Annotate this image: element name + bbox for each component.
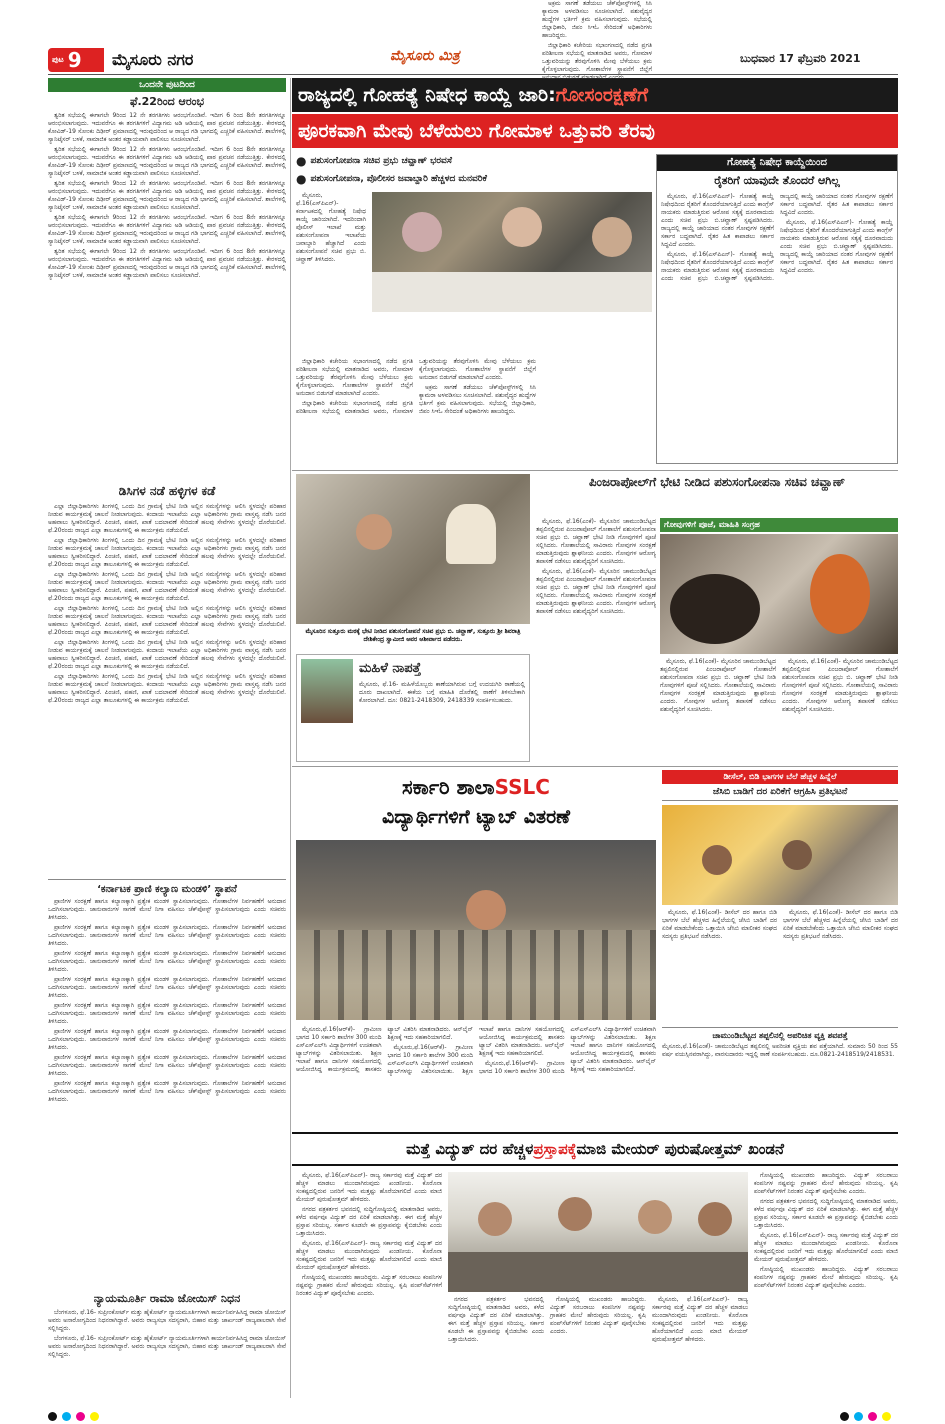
bottom-heading-part2: ಪ್ರಸ್ತಾಪಕ್ಕೆ — [533, 1140, 577, 1158]
sslc-headline-1 — [296, 770, 656, 804]
pinjrapole-text: ಮೈಸೂರು, ಫೆ.16(ಎಂಕೆ)- ಮೈಸೂರಿನ ಚಾಮುಂಡಿಬೆಟ್ಟದ ತಪ್ಪಲಿನಲ್ಲಿರುವ ಪಿಂಜರಾಪೋಲ್ ಗೋಶಾಲೆಗೆ ಪಶುಸಂಗೋಪನಾ ಸಚಿವ ಪ್ರಭು ಬಿ. ಚವ್ಹಾಣ್ ಭೇಟಿ ನೀಡಿ ಗೋವುಗಳಿಗೆ ಪೂಜೆ ಸಲ್ಲಿಸಿದರು. ಗೋಶಾಲೆಯಲ್ಲಿ ಸಾವಿರಾರು ಗೋವುಗಳ ಸಂರಕ್ಷಣೆ ಮಾಡುತ್ತಿರುವುದು ಶ್ಲಾಘನೀಯ ಎಂದರು. ಗೋವುಗಳ ಆರೋಗ್ಯ ತಪಾಸಣೆ ನಡೆಸಲು ಪಶುವೈದ್ಯರಿಗೆ ಸೂಚಿಸಿದರು. ಮೈಸೂರು, ಫೆ.16(ಎಂಕೆ)- ಮೈಸೂರಿನ ಚಾಮುಂಡಿಬೆಟ್ಟದ ತಪ್ಪಲಿನಲ್ಲಿರುವ ಪಿಂಜರಾಪೋಲ್ ಗೋಶಾಲೆಗೆ ಪಶುಸಂಗೋಪನಾ ಸಚಿವ ಪ್ರಭು ಬಿ. ಚವ್ಹಾಣ್ ಭೇಟಿ ನೀಡಿ ಗೋವುಗಳಿಗೆ ಪೂಜೆ ಸಲ್ಲಿಸಿದರು. ಗೋಶಾಲೆಯಲ್ಲಿ ಸಾವಿರಾರು ಗೋವುಗಳ ಸಂರಕ್ಷಣೆ ಮಾಡುತ್ತಿರುವುದು ಶ್ಲಾಘನೀಯ ಎಂದರು. ಗೋವುಗಳ ಆರೋಗ್ಯ ತಪಾಸಣೆ ನಡೆಸಲು ಪಶುವೈದ್ಯರಿಗೆ ಸೂಚಿಸಿದರು. — [536, 518, 656, 615]
lead-headline-part1: ರಾಜ್ಯದಲ್ಲಿ ಗೋಹತ್ಯೆ ನಿಷೇಧ ಕಾಯ್ದೆ ಜಾರಿ: — [298, 84, 556, 106]
lead-text-mid: ಜಿಲ್ಲಾಧಿಕಾರಿ ಕಚೇರಿಯ ಸಭಾಂಗಣದಲ್ಲಿ ನಡೆದ ಪ್ರಗತಿ ಪರಿಶೀಲನಾ ಸಭೆಯಲ್ಲಿ ಮಾತನಾಡಿದ ಅವರು, ಗೋಮಾಳ ಒತ್ತುವರಿಯನ್ನು ತೆರವುಗೊಳಿಸಿ ಮೇವು ಬೆಳೆಯಲು ಕ್ರಮ ಕೈಗೊಳ್ಳಲಾಗುವುದು. ಗೋಶಾಲೆಗಳ ಸ್ಥಾಪನೆಗೆ ಜಿಲ್ಲೆಗೆ ಅನುದಾನ ಬಿಡುಗಡೆ ಮಾಡಲಾಗಿದೆ ಎಂದರು. ಜಿಲ್ಲಾಧಿಕಾರಿ ಕಚೇರಿಯ ಸಭಾಂಗಣದಲ್ಲಿ ನಡೆದ ಪ್ರಗತಿ ಪರಿಶೀಲನಾ ಸಭೆಯಲ್ಲಿ ಮಾತನಾಡಿದ ಅವರು, ಗೋಮಾಳ ಒತ್ತುವರಿಯನ್ನು ತೆರವುಗೊಳಿಸಿ ಮೇವು ಬೆಳೆಯಲು ಕ್ರಮ ಕೈಗೊಳ್ಳಲಾಗುವುದು. ಗೋಶಾಲೆಗಳ ಸ್ಥಾಪನೆಗೆ ಜಿಲ್ಲೆಗೆ ಅನುದಾನ ಬಿಡುಗಡೆ ಮಾಡಲಾಗಿದೆ ಎಂದರು. ಅಕ್ರಮ ಸಾಗಣೆ ತಡೆಯಲು ಚೆಕ್‌ಪೋಸ್ಟ್‌ಗಳಲ್ಲಿ ಸಿಸಿ ಕ್ಯಾಮರಾ ಅಳವಡಿಸಲು ಸೂಚಿಸಲಾಗಿದೆ. ಪಶುವೈದ್ಯರ ಹುದ್ದೆಗಳ ಭರ್ತಿಗೆ ಕ್ರಮ ವಹಿಸಲಾಗುವುದು. ಸಭೆಯಲ್ಲಿ ಜಿಲ್ಲಾಧಿಕಾರಿ, ಜಿಪಂ ಸಿಇಓ ಸೇರಿದಂತೆ ಅಧಿಕಾರಿಗಳು ಹಾಜರಿದ್ದರು. — [296, 358, 536, 415]
dot-icon — [90, 1412, 99, 1421]
sidebar-heading-1: ಗೋಹತ್ಯೆ ನಿಷೇಧ ಕಾಯ್ದೆಯಿಂದ — [657, 155, 897, 171]
dot-icon — [882, 1412, 891, 1421]
dot-icon — [868, 1412, 877, 1421]
press-meet-photo — [448, 1172, 748, 1292]
masthead: ಮೈಸೂರು ಮಿತ್ರ — [390, 48, 460, 64]
section-divider — [292, 766, 898, 767]
dot-icon — [48, 1412, 57, 1421]
kalyana-text: ಪ್ರಾಣಿಗಳ ಸಂರಕ್ಷಣೆ ಹಾಗೂ ಕಲ್ಯಾಣಕ್ಕಾಗಿ ಪ್ರತ್ಯೇಕ ಮಂಡಳಿ ಸ್ಥಾಪಿಸಲಾಗುವುದು. ಗೋಶಾಲೆಗಳ ನಿರ್ವಹಣೆಗೆ ಅನುದಾನ ಒದಗಿಸಲಾಗುವುದು. ಜಾನುವಾರುಗಳ ಸಾಗಣೆ ಮೇಲೆ ನಿಗಾ ವಹಿಸಲು ಚೆಕ್‌ಪೋಸ್ಟ್ ಸ್ಥಾಪಿಸಲಾಗುವುದು ಎಂದು ಸಚಿವರು ತಿಳಿಸಿದರು. ಪ್ರಾಣಿಗಳ ಸಂರಕ್ಷಣೆ ಹಾಗೂ ಕಲ್ಯಾಣಕ್ಕಾಗಿ ಪ್ರತ್ಯೇಕ ಮಂಡಳಿ ಸ್ಥಾಪಿಸಲಾಗುವುದು. ಗೋಶಾಲೆಗಳ ನಿರ್ವಹಣೆಗೆ ಅನುದಾನ ಒದಗಿಸಲಾಗುವುದು. ಜಾನುವಾರುಗಳ ಸಾಗಣೆ ಮೇಲೆ ನಿಗಾ ವಹಿಸಲು ಚೆಕ್‌ಪೋಸ್ಟ್ ಸ್ಥಾಪಿಸಲಾಗುವುದು ಎಂದು ಸಚಿವರು ತಿಳಿಸಿದರು. ಪ್ರಾಣಿಗಳ ಸಂರಕ್ಷಣೆ ಹಾಗೂ ಕಲ್ಯಾಣಕ್ಕಾಗಿ ಪ್ರತ್ಯೇಕ ಮಂಡಳಿ ಸ್ಥಾಪಿಸಲಾಗುವುದು. ಗೋಶಾಲೆಗಳ ನಿರ್ವಹಣೆಗೆ ಅನುದಾನ ಒದಗಿಸಲಾಗುವುದು. ಜಾನುವಾರುಗಳ ಸಾಗಣೆ ಮೇಲೆ ನಿಗಾ ವಹಿಸಲು ಚೆಕ್‌ಪೋಸ್ಟ್ ಸ್ಥಾಪಿಸಲಾಗುವುದು ಎಂದು ಸಚಿವರು ತಿಳಿಸಿದರು. ಪ್ರಾಣಿಗಳ ಸಂರಕ್ಷಣೆ ಹಾಗೂ ಕಲ್ಯಾಣಕ್ಕಾಗಿ ಪ್ರತ್ಯೇಕ ಮಂಡಳಿ ಸ್ಥಾಪಿಸಲಾಗುವುದು. ಗೋಶಾಲೆಗಳ ನಿರ್ವಹಣೆಗೆ ಅನುದಾನ ಒದಗಿಸಲಾಗುವುದು. ಜಾನುವಾರುಗಳ ಸಾಗಣೆ ಮೇಲೆ ನಿಗಾ ವಹಿಸಲು ಚೆಕ್‌ಪೋಸ್ಟ್ ಸ್ಥಾಪಿಸಲಾಗುವುದು ಎಂದು ಸಚಿವರು ತಿಳಿಸಿದರು. ಪ್ರಾಣಿಗಳ ಸಂರಕ್ಷಣೆ ಹಾಗೂ ಕಲ್ಯಾಣಕ್ಕಾಗಿ ಪ್ರತ್ಯೇಕ ಮಂಡಳಿ ಸ್ಥಾಪಿಸಲಾಗುವುದು. ಗೋಶಾಲೆಗಳ ನಿರ್ವಹಣೆಗೆ ಅನುದಾನ ಒದಗಿಸಲಾಗುವುದು. ಜಾನುವಾರುಗಳ ಸಾಗಣೆ ಮೇಲೆ ನಿಗಾ ವಹಿಸಲು ಚೆಕ್‌ಪೋಸ್ಟ್ ಸ್ಥಾಪಿಸಲಾಗುವುದು ಎಂದು ಸಚಿವರು ತಿಳಿಸಿದರು. ಪ್ರಾಣಿಗಳ ಸಂರಕ್ಷಣೆ ಹಾಗೂ ಕಲ್ಯಾಣಕ್ಕಾಗಿ ಪ್ರತ್ಯೇಕ ಮಂಡಳಿ ಸ್ಥಾಪಿಸಲಾಗುವುದು. ಗೋಶಾಲೆಗಳ ನಿರ್ವಹಣೆಗೆ ಅನುದಾನ ಒದಗಿಸಲಾಗುವುದು. ಜಾನುವಾರುಗಳ ಸಾಗಣೆ ಮೇಲೆ ನಿಗಾ ವಹಿಸಲು ಚೆಕ್‌ಪೋಸ್ಟ್ ಸ್ಥಾಪಿಸಲಾಗುವುದು ಎಂದು ಸಚಿವರು ತಿಳಿಸಿದರು. ಪ್ರಾಣಿಗಳ ಸಂರಕ್ಷಣೆ ಹಾಗೂ ಕಲ್ಯಾಣಕ್ಕಾಗಿ ಪ್ರತ್ಯೇಕ ಮಂಡಳಿ ಸ್ಥಾಪಿಸಲಾಗುವುದು. ಗೋಶಾಲೆಗಳ ನಿರ್ವಹಣೆಗೆ ಅನುದಾನ ಒದಗಿಸಲಾಗುವುದು. ಜಾನುವಾರುಗಳ ಸಾಗಣೆ ಮೇಲೆ ನಿಗಾ ವಹಿಸಲು ಚೆಕ್‌ಪೋಸ್ಟ್ ಸ್ಥಾಪಿಸಲಾಗುವುದು ಎಂದು ಸಚಿವರು ತಿಳಿಸಿದರು. ಪ್ರಾಣಿಗಳ ಸಂರಕ್ಷಣೆ ಹಾಗೂ ಕಲ್ಯಾಣಕ್ಕಾಗಿ ಪ್ರತ್ಯೇಕ ಮಂಡಳಿ ಸ್ಥಾಪಿಸಲಾಗುವುದು. ಗೋಶಾಲೆಗಳ ನಿರ್ವಹಣೆಗೆ ಅನುದಾನ ಒದಗಿಸಲಾಗುವುದು. ಜಾನುವಾರುಗಳ ಸಾಗಣೆ ಮೇಲೆ ನಿಗಾ ವಹಿಸಲು ಚೆಕ್‌ಪೋಸ್ಟ್ ಸ್ಥಾಪಿಸಲಾಗುವುದು ಎಂದು ಸಚಿವರು ತಿಳಿಸಿದರು. — [48, 898, 286, 1103]
dot-icon — [62, 1412, 71, 1421]
bottom-heading-part1: ಮತ್ತೆ ವಿದ್ಯುತ್ ದರ ಹೆಚ್ಚಳ — [406, 1140, 534, 1158]
missing-person — [296, 654, 530, 762]
lead-headline-part2: ಗೋಸಂರಕ್ಷಣೆಗೆ — [555, 84, 649, 106]
obituary-heading: ನ್ಯಾಯಮೂರ್ತಿ ರಾಮಾ ಜೋಯಿಸ್ ನಿಧನ — [93, 1292, 241, 1305]
dot-icon — [76, 1412, 85, 1421]
villages-heading: ಡಿಸಿಗಳ ನಡೆ ಹಳ್ಳಿಗಳ ಕಡೆ — [118, 484, 216, 498]
protest-text: ಮೈಸೂರು, ಫೆ.16(ಎಂಕೆ)- ಡೀಸೆಲ್ ದರ ಹಾಗೂ ಬಿಡಿ ಭಾಗಗಳ ಬೆಲೆ ಹೆಚ್ಚಳದ ಹಿನ್ನೆಲೆಯಲ್ಲಿ ಜೆಸಿಬಿ ಬಾಡಿಗೆ ದರ ಏರಿಕೆ ಮಾಡಬೇಕೆಂದು ಒತ್ತಾಯಿಸಿ ಜೆಸಿಬಿ ಮಾಲೀಕರ ಸಂಘದ ಸದಸ್ಯರು ಪ್ರತಿಭಟನೆ ನಡೆಸಿದರು. ಮೈಸೂರು, ಫೆ.16(ಎಂಕೆ)- ಡೀಸೆಲ್ ದರ ಹಾಗೂ ಬಿಡಿ ಭಾಗಗಳ ಬೆಲೆ ಹೆಚ್ಚಳದ ಹಿನ್ನೆಲೆಯಲ್ಲಿ ಜೆಸಿಬಿ ಬಾಡಿಗೆ ದರ ಏರಿಕೆ ಮಾಡಬೇಕೆಂದು ಒತ್ತಾಯಿಸಿ ಜೆಸಿಬಿ ಮಾಲೀಕರ ಸಂಘದ ಸದಸ್ಯರು ಪ್ರತಿಭಟನೆ ನಡೆಸಿದರು. — [662, 909, 898, 940]
missing-text: ಮೈಸೂರು, ಫೆ.16- ಮಹಿಳೆಯೊಬ್ಬರು ಕಾಣೆಯಾಗಿರುವ ಬಗ್ಗೆ ಉದಯಗಿರಿ ಠಾಣೆಯಲ್ಲಿ ದೂರು ದಾಖಲಾಗಿದೆ. ಈಕೆಯ ಬಗ್ಗೆ ಮಾಹಿತಿ ದೊರೆತಲ್ಲಿ ಠಾಣೆಗೆ ತಿಳಿಸಬೇಕಾಗಿ ಕೋರಲಾಗಿದೆ. ದೂ: 0821-2418309, 2418339 ಸಂಪರ್ಕಿಸಬಹುದು. — [359, 681, 525, 704]
pinjrapole-heading: ಪಿಂಜರಾಪೋಲ್‌ಗೆ ಭೇಟಿ ನೀಡಿದ ಪಶುಸಂಗೋಪನಾ ಸಚಿವ ಚವ್ಹಾಣ್ — [588, 475, 846, 489]
page-label: ಪುಟ — [52, 55, 64, 64]
lead-bullet-1: ● ಪಶುಸಂಗೋಪನಾ ಸಚಿವ ಪ್ರಭು ಚವ್ಹಾಣ್ ಭರವಸೆ — [296, 154, 452, 168]
kalyana-heading: ‘ಕರ್ನಾಟಕ ಪ್ರಾಣಿ ಕಲ್ಯಾಣ ಮಂಡಳಿ’ ಸ್ಥಾಪನೆ — [48, 879, 286, 895]
continued-text: ತ್ವರಿತ ಸಭೆಯಲ್ಲಿ ಈಗಾಗಲೇ 9ರಿಂದ 12 ನೇ ತರಗತಿಗಳು ಆರಂಭಗೊಂಡಿವೆ. ಇದೀಗ 6 ರಿಂದ 8ನೇ ತರಗತಿಗಳನ್ನೂ ಆರಂಭಿಸಲಾಗುವುದು. ಇದುವರೆಗೂ ಈ ತರಗತಿಗಳಿಗೆ ವಿದ್ಯಾಗಮ ಅಡಿ ಆಡಿಯಲ್ಲಿ ಪಾಠ ಪ್ರವಚನ ನಡೆಯುತ್ತಿತ್ತು. ಕೇರಳದಲ್ಲಿ ಕೋವಿಡ್-19 ಸೋಂಕು ದಿಢೀರ್ ಪ್ರಮಾಣದಲ್ಲಿ ಇರುವುದರಿಂದ ಆ ರಾಜ್ಯದ ಗಡಿ ಭಾಗದಲ್ಲಿ ಎಚ್ಚರಿಕೆ ವಹಿಸಲಾಗಿದೆ. ಶಾಲೆಗಳಲ್ಲಿ ಸ್ಯಾನಿಟೈಸರ್ ಬಳಕೆ, ಸಾಮಾಜಿಕ ಅಂತರ ಕಡ್ಡಾಯವಾಗಿ ಪಾಲಿಸಲು ಸೂಚಿಸಲಾಗಿದೆ. ತ್ವರಿತ ಸಭೆಯಲ್ಲಿ ಈಗಾಗಲೇ 9ರಿಂದ 12 ನೇ ತರಗತಿಗಳು ಆರಂಭಗೊಂಡಿವೆ. ಇದೀಗ 6 ರಿಂದ 8ನೇ ತರಗತಿಗಳನ್ನೂ ಆರಂಭಿಸಲಾಗುವುದು. ಇದುವರೆಗೂ ಈ ತರಗತಿಗಳಿಗೆ ವಿದ್ಯಾಗಮ ಅಡಿ ಆಡಿಯಲ್ಲಿ ಪಾಠ ಪ್ರವಚನ ನಡೆಯುತ್ತಿತ್ತು. ಕೇರಳದಲ್ಲಿ ಕೋವಿಡ್-19 ಸೋಂಕು ದಿಢೀರ್ ಪ್ರಮಾಣದಲ್ಲಿ ಇರುವುದರಿಂದ ಆ ರಾಜ್ಯದ ಗಡಿ ಭಾಗದಲ್ಲಿ ಎಚ್ಚರಿಕೆ ವಹಿಸಲಾಗಿದೆ. ಶಾಲೆಗಳಲ್ಲಿ ಸ್ಯಾನಿಟೈಸರ್ ಬಳಕೆ, ಸಾಮಾಜಿಕ ಅಂತರ ಕಡ್ಡಾಯವಾಗಿ ಪಾಲಿಸಲು ಸೂಚಿಸಲಾಗಿದೆ. ತ್ವರಿತ ಸಭೆಯಲ್ಲಿ ಈಗಾಗಲೇ 9ರಿಂದ 12 ನೇ ತರಗತಿಗಳು ಆರಂಭಗೊಂಡಿವೆ. ಇದೀಗ 6 ರಿಂದ 8ನೇ ತರಗತಿಗಳನ್ನೂ ಆರಂಭಿಸಲಾಗುವುದು. ಇದುವರೆಗೂ ಈ ತರಗತಿಗಳಿಗೆ ವಿದ್ಯಾಗಮ ಅಡಿ ಆಡಿಯಲ್ಲಿ ಪಾಠ ಪ್ರವಚನ ನಡೆಯುತ್ತಿತ್ತು. ಕೇರಳದಲ್ಲಿ ಕೋವಿಡ್-19 ಸೋಂಕು ದಿಢೀರ್ ಪ್ರಮಾಣದಲ್ಲಿ ಇರುವುದರಿಂದ ಆ ರಾಜ್ಯದ ಗಡಿ ಭಾಗದಲ್ಲಿ ಎಚ್ಚರಿಕೆ ವಹಿಸಲಾಗಿದೆ. ಶಾಲೆಗಳಲ್ಲಿ ಸ್ಯಾನಿಟೈಸರ್ ಬಳಕೆ, ಸಾಮಾಜಿಕ ಅಂತರ ಕಡ್ಡಾಯವಾಗಿ ಪಾಲಿಸಲು ಸೂಚಿಸಲಾಗಿದೆ. ತ್ವರಿತ ಸಭೆಯಲ್ಲಿ ಈಗಾಗಲೇ 9ರಿಂದ 12 ನೇ ತರಗತಿಗಳು ಆರಂಭಗೊಂಡಿವೆ. ಇದೀಗ 6 ರಿಂದ 8ನೇ ತರಗತಿಗಳನ್ನೂ ಆರಂಭಿಸಲಾಗುವುದು. ಇದುವರೆಗೂ ಈ ತರಗತಿಗಳಿಗೆ ವಿದ್ಯಾಗಮ ಅಡಿ ಆಡಿಯಲ್ಲಿ ಪಾಠ ಪ್ರವಚನ ನಡೆಯುತ್ತಿತ್ತು. ಕೇರಳದಲ್ಲಿ ಕೋವಿಡ್-19 ಸೋಂಕು ದಿಢೀರ್ ಪ್ರಮಾಣದಲ್ಲಿ ಇರುವುದರಿಂದ ಆ ರಾಜ್ಯದ ಗಡಿ ಭಾಗದಲ್ಲಿ ಎಚ್ಚರಿಕೆ ವಹಿಸಲಾಗಿದೆ. ಶಾಲೆಗಳಲ್ಲಿ ಸ್ಯಾನಿಟೈಸರ್ ಬಳಕೆ, ಸಾಮಾಜಿಕ ಅಂತರ ಕಡ್ಡಾಯವಾಗಿ ಪಾಲಿಸಲು ಸೂಚಿಸಲಾಗಿದೆ. ತ್ವರಿತ ಸಭೆಯಲ್ಲಿ ಈಗಾಗಲೇ 9ರಿಂದ 12 ನೇ ತರಗತಿಗಳು ಆರಂಭಗೊಂಡಿವೆ. ಇದೀಗ 6 ರಿಂದ 8ನೇ ತರಗತಿಗಳನ್ನೂ ಆರಂಭಿಸಲಾಗುವುದು. ಇದುವರೆಗೂ ಈ ತರಗತಿಗಳಿಗೆ ವಿದ್ಯಾಗಮ ಅಡಿ ಆಡಿಯಲ್ಲಿ ಪಾಠ ಪ್ರವಚನ ನಡೆಯುತ್ತಿತ್ತು. ಕೇರಳದಲ್ಲಿ ಕೋವಿಡ್-19 ಸೋಂಕು ದಿಢೀರ್ ಪ್ರಮಾಣದಲ್ಲಿ ಇರುವುದರಿಂದ ಆ ರಾಜ್ಯದ ಗಡಿ ಭಾಗದಲ್ಲಿ ಎಚ್ಚರಿಕೆ ವಹಿಸಲಾಗಿದೆ. ಶಾಲೆಗಳಲ್ಲಿ ಸ್ಯಾನಿಟೈಸರ್ ಬಳಕೆ, ಸಾಮಾಜಿಕ ಅಂತರ ಕಡ್ಡಾಯವಾಗಿ ಪಾಲಿಸಲು ಸೂಚಿಸಲಾಗಿದೆ. — [48, 112, 286, 279]
continued-label: ಒಂದನೇ ಪುಟದಿಂದ — [139, 80, 195, 90]
sslc-text: ಮೈಸೂರು,ಫೆ.16(ಆರ್‌ಕೆ)- ಗ್ರಾಮೀಣ ಭಾಗದ 10 ಸರ್ಕಾರಿ ಶಾಲೆಗಳ 300 ಮಂದಿ ಎಸ್‌ಎಸ್‌ಎಲ್‌ಸಿ ವಿದ್ಯಾರ್ಥಿಗಳಿಗೆ ಉಚಿತವಾಗಿ ಟ್ಯಾಬ್‌ಗಳನ್ನು ವಿತರಿಸಲಾಯಿತು. ಶಿಕ್ಷಣ ಇಲಾಖೆ ಹಾಗೂ ದಾನಿಗಳ ಸಹಯೋಗದಲ್ಲಿ ಆಯೋಜಿಸಿದ್ದ ಕಾರ್ಯಕ್ರಮದಲ್ಲಿ ಶಾಸಕರು ಟ್ಯಾಬ್ ವಿತರಿಸಿ ಮಾತನಾಡಿದರು. ಆನ್‌ಲೈನ್ ಶಿಕ್ಷಣಕ್ಕೆ ಇದು ಸಹಕಾರಿಯಾಗಲಿದೆ. ಮೈಸೂರು,ಫೆ.16(ಆರ್‌ಕೆ)- ಗ್ರಾಮೀಣ ಭಾಗದ 10 ಸರ್ಕಾರಿ ಶಾಲೆಗಳ 300 ಮಂದಿ ಎಸ್‌ಎಸ್‌ಎಲ್‌ಸಿ ವಿದ್ಯಾರ್ಥಿಗಳಿಗೆ ಉಚಿತವಾಗಿ ಟ್ಯಾಬ್‌ಗಳನ್ನು ವಿತರಿಸಲಾಯಿತು. ಶಿಕ್ಷಣ ಇಲಾಖೆ ಹಾಗೂ ದಾನಿಗಳ ಸಹಯೋಗದಲ್ಲಿ ಆಯೋಜಿಸಿದ್ದ ಕಾರ್ಯಕ್ರಮದಲ್ಲಿ ಶಾಸಕರು ಟ್ಯಾಬ್ ವಿತರಿಸಿ ಮಾತನಾಡಿದರು. ಆನ್‌ಲೈನ್ ಶಿಕ್ಷಣಕ್ಕೆ ಇದು ಸಹಕಾರಿಯಾಗಲಿದೆ. ಮೈಸೂರು,ಫೆ.16(ಆರ್‌ಕೆ)- ಗ್ರಾಮೀಣ ಭಾಗದ 10 ಸರ್ಕಾರಿ ಶಾಲೆಗಳ 300 ಮಂದಿ ಎಸ್‌ಎಸ್‌ಎಲ್‌ಸಿ ವಿದ್ಯಾರ್ಥಿಗಳಿಗೆ ಉಚಿತವಾಗಿ ಟ್ಯಾಬ್‌ಗಳನ್ನು ವಿತರಿಸಲಾಯಿತು. ಶಿಕ್ಷಣ ಇಲಾಖೆ ಹಾಗೂ ದಾನಿಗಳ ಸಹಯೋಗದಲ್ಲಿ ಆಯೋಜಿಸಿದ್ದ ಕಾರ್ಯಕ್ರಮದಲ್ಲಿ ಶಾಸಕರು ಟ್ಯಾಬ್ ವಿತರಿಸಿ ಮಾತನಾಡಿದರು. ಆನ್‌ಲೈನ್ ಶಿಕ್ಷಣಕ್ಕೆ ಇದು ಸಹಕಾರಿಯಾಗಲಿದೆ. — [296, 1026, 656, 1075]
pinjrapole-text-2: ಮೈಸೂರು, ಫೆ.16(ಎಂಕೆ)- ಮೈಸೂರಿನ ಚಾಮುಂಡಿಬೆಟ್ಟದ ತಪ್ಪಲಿನಲ್ಲಿರುವ ಪಿಂಜರಾಪೋಲ್ ಗೋಶಾಲೆಗೆ ಪಶುಸಂಗೋಪನಾ ಸಚಿವ ಪ್ರಭು ಬಿ. ಚವ್ಹಾಣ್ ಭೇಟಿ ನೀಡಿ ಗೋವುಗಳಿಗೆ ಪೂಜೆ ಸಲ್ಲಿಸಿದರು. ಗೋಶಾಲೆಯಲ್ಲಿ ಸಾವಿರಾರು ಗೋವುಗಳ ಸಂರಕ್ಷಣೆ ಮಾಡುತ್ತಿರುವುದು ಶ್ಲಾಘನೀಯ ಎಂದರು. ಗೋವುಗಳ ಆರೋಗ್ಯ ತಪಾಸಣೆ ನಡೆಸಲು ಪಶುವೈದ್ಯರಿಗೆ ಸೂಚಿಸಿದರು. ಮೈಸೂರು, ಫೆ.16(ಎಂಕೆ)- ಮೈಸೂರಿನ ಚಾಮುಂಡಿಬೆಟ್ಟದ ತಪ್ಪಲಿನಲ್ಲಿರುವ ಪಿಂಜರಾಪೋಲ್ ಗೋಶಾಲೆಗೆ ಪಶುಸಂಗೋಪನಾ ಸಚಿವ ಪ್ರಭು ಬಿ. ಚವ್ಹಾಣ್ ಭೇಟಿ ನೀಡಿ ಗೋವುಗಳಿಗೆ ಪೂಜೆ ಸಲ್ಲಿಸಿದರು. ಗೋಶಾಲೆಯಲ್ಲಿ ಸಾವಿರಾರು ಗೋವುಗಳ ಸಂರಕ್ಷಣೆ ಮಾಡುತ್ತಿರುವುದು ಶ್ಲಾಘನೀಯ ಎಂದರು. ಗೋವುಗಳ ಆರೋಗ್ಯ ತಪಾಸಣೆ ನಡೆಸಲು ಪಶುವೈದ್ಯರಿಗೆ ಸೂಚಿಸಿದರು. — [660, 658, 898, 713]
bottom-text-mid: ನಗರದ ಪತ್ರಕರ್ತರ ಭವನದಲ್ಲಿ ಸುದ್ದಿಗೋಷ್ಠಿಯಲ್ಲಿ ಮಾತನಾಡಿದ ಅವರು, ಕಳೆದ ವರ್ಷವೂ ವಿದ್ಯುತ್ ದರ ಏರಿಕೆ ಮಾಡಲಾಗಿತ್ತು. ಈಗ ಮತ್ತೆ ಹೆಚ್ಚಳ ಪ್ರಸ್ತಾಪ ಸರಿಯಲ್ಲ. ಸರ್ಕಾರ ಕೂಡಲೇ ಈ ಪ್ರಸ್ತಾಪವನ್ನು ಕೈಬಿಡಬೇಕು ಎಂದು ಒತ್ತಾಯಿಸಿದರು. ಗೋಷ್ಠಿಯಲ್ಲಿ ಮುಖಂಡರು ಹಾಜರಿದ್ದರು. ವಿದ್ಯುತ್ ಸರಬರಾಜು ಕಂಪನಿಗಳ ನಷ್ಟವನ್ನು ಗ್ರಾಹಕರ ಮೇಲೆ ಹೇರುವುದು ಸರಿಯಲ್ಲ. ಕೃಷಿ ಪಂಪ್‌ಸೆಟ್‌ಗಳಿಗೆ ನಿರಂತರ ವಿದ್ಯುತ್ ಪೂರೈಸಬೇಕು ಎಂದರು. ಮೈಸೂರು, ಫೆ.16(ಎಸ್‌ಪಿಎನ್)- ರಾಜ್ಯ ಸರ್ಕಾರವು ಮತ್ತೆ ವಿದ್ಯುತ್ ದರ ಹೆಚ್ಚಳ ಮಾಡಲು ಮುಂದಾಗಿರುವುದು ಖಂಡನೀಯ. ಕೊರೊನಾ ಸಂಕಷ್ಟದಲ್ಲಿರುವ ಜನರಿಗೆ ಇದು ಮತ್ತಷ್ಟು ಹೊರೆಯಾಗಲಿದೆ ಎಂದು ಮಾಜಿ ಮೇಯರ್ ಪುರುಷೋತ್ತಮ್ ಹೇಳಿದರು. — [448, 1296, 748, 1343]
header-divider — [48, 74, 898, 75]
protest-sub-text: ಮೈಸೂರು,ಫೆ.16(ಎಂಕೆ)- ಚಾಮುಂಡಿಬೆಟ್ಟದ ತಪ್ಪಲಿನಲ್ಲಿ ಅಪರಿಚಿತ ವ್ಯಕ್ತಿಯ ಶವ ಪತ್ತೆಯಾಗಿದೆ. ಸುಮಾರು 50 ರಿಂದ 55 ವರ್ಷ ವಯಸ್ಸಿನವರಾಗಿದ್ದು, ವಾರಸುದಾರರು ಇದ್ದಲ್ಲಿ ಠಾಣೆ ಸಂಪರ್ಕಿಸಬಹುದು. ದೂ.0821-2418519/2418531. — [662, 1043, 898, 1058]
continued-heading: ಫೆ.22ರಿಂದ ಆರಂಭ — [129, 95, 205, 108]
lead-bullet-2: ● ಪಶುಸಂಗೋಪನಾ, ಪೊಲೀಸರ ಜವಾಬ್ದಾರಿ ಹೆಚ್ಚಳದ ಮನವರಿಕೆ — [296, 172, 487, 186]
lead-photo — [372, 192, 652, 312]
protest-heading-1: ಡೀಸೆಲ್, ಬಿಡಿ ಭಾಗಗಳ ಬೆಲೆ ಹೆಚ್ಚಳ ಹಿನ್ನೆಲೆ — [662, 770, 898, 784]
sidebar-heading-2: ರೈತರಿಗೆ ಯಾವುದೇ ತೊಂದರೆ ಆಗಿಲ್ಲ — [714, 174, 840, 187]
lead-text-right: ಅಕ್ರಮ ಸಾಗಣೆ ತಡೆಯಲು ಚೆಕ್‌ಪೋಸ್ಟ್‌ಗಳಲ್ಲಿ ಸಿಸಿ ಕ್ಯಾಮರಾ ಅಳವಡಿಸಲು ಸೂಚಿಸಲಾಗಿದೆ. ಪಶುವೈದ್ಯರ ಹುದ್ದೆಗಳ ಭರ್ತಿಗೆ ಕ್ರಮ ವಹಿಸಲಾಗುವುದು. ಸಭೆಯಲ್ಲಿ ಜಿಲ್ಲಾಧಿಕಾರಿ, ಜಿಪಂ ಸಿಇಓ ಸೇರಿದಂತೆ ಅಧಿಕಾರಿಗಳು ಹಾಜರಿದ್ದರು. ಜಿಲ್ಲಾಧಿಕಾರಿ ಕಚೇರಿಯ ಸಭಾಂಗಣದಲ್ಲಿ ನಡೆದ ಪ್ರಗತಿ ಪರಿಶೀಲನಾ ಸಭೆಯಲ್ಲಿ ಮಾತನಾಡಿದ ಅವರು, ಗೋಮಾಳ ಒತ್ತುವರಿಯನ್ನು ತೆರವುಗೊಳಿಸಿ ಮೇವು ಬೆಳೆಯಲು ಕ್ರಮ ಕೈಗೊಳ್ಳಲಾಗುವುದು. ಗೋಶಾಲೆಗಳ ಸ್ಥಾಪನೆಗೆ ಜಿಲ್ಲೆಗೆ ಅನುದಾನ ಬಿಡುಗಡೆ ಮಾಡಲಾಗಿದೆ ಎಂದರು. — [542, 0, 652, 81]
page-header — [0, 48, 945, 74]
dot-icon — [840, 1412, 849, 1421]
protest-story — [662, 770, 898, 1126]
sslc-heading-part2: SSLC — [494, 775, 550, 799]
sslc-photo — [296, 840, 656, 1020]
registration-dots-right — [840, 1406, 896, 1424]
sslc-headline-2: ವಿದ್ಯಾರ್ಥಿಗಳಿಗೆ ಟ್ಯಾಬ್ ವಿತರಣೆ — [382, 806, 570, 828]
section-divider — [292, 470, 898, 471]
bullet-icon: ● — [296, 172, 307, 186]
issue-date: ಬುಧವಾರ 17 ಫೆಬ್ರವರಿ 2021 — [740, 52, 861, 65]
section-title: ಮೈಸೂರು ನಗರ — [112, 50, 194, 69]
villages-text: ಎಲ್ಲಾ ಜಿಲ್ಲಾಧಿಕಾರಿಗಳು ತಿಂಗಳಲ್ಲಿ ಒಂದು ದಿನ ಗ್ರಾಮಕ್ಕೆ ಭೇಟಿ ನೀಡಿ ಅಲ್ಲಿನ ಸಮಸ್ಯೆಗಳನ್ನು ಆಲಿಸಿ ಸ್ಥಳದಲ್ಲೇ ಪರಿಹಾರ ನೀಡುವ ಕಾರ್ಯಕ್ರಮಕ್ಕೆ ಚಾಲನೆ ನೀಡಲಾಗುವುದು. ಕಂದಾಯ ಇಲಾಖೆಯ ಎಲ್ಲಾ ಅಧಿಕಾರಿಗಳು ಗ್ರಾಮ ವಾಸ್ತವ್ಯ ನಡೆಸಿ ಜನರ ಅಹವಾಲು ಸ್ವೀಕರಿಸಲಿದ್ದಾರೆ. ಪಿಂಚಣಿ, ಪಹಣಿ, ಖಾತೆ ಬದಲಾವಣೆ ಸೇರಿದಂತೆ ಹಲವು ಸೇವೆಗಳು ಸ್ಥಳದಲ್ಲೇ ದೊರೆಯಲಿವೆ. ಫೆ.20ರಂದು ರಾಜ್ಯದ ಎಲ್ಲಾ ತಾಲೂಕುಗಳಲ್ಲಿ ಈ ಕಾರ್ಯಕ್ರಮ ನಡೆಯಲಿದೆ. ಎಲ್ಲಾ ಜಿಲ್ಲಾಧಿಕಾರಿಗಳು ತಿಂಗಳಲ್ಲಿ ಒಂದು ದಿನ ಗ್ರಾಮಕ್ಕೆ ಭೇಟಿ ನೀಡಿ ಅಲ್ಲಿನ ಸಮಸ್ಯೆಗಳನ್ನು ಆಲಿಸಿ ಸ್ಥಳದಲ್ಲೇ ಪರಿಹಾರ ನೀಡುವ ಕಾರ್ಯಕ್ರಮಕ್ಕೆ ಚಾಲನೆ ನೀಡಲಾಗುವುದು. ಕಂದಾಯ ಇಲಾಖೆಯ ಎಲ್ಲಾ ಅಧಿಕಾರಿಗಳು ಗ್ರಾಮ ವಾಸ್ತವ್ಯ ನಡೆಸಿ ಜನರ ಅಹವಾಲು ಸ್ವೀಕರಿಸಲಿದ್ದಾರೆ. ಪಿಂಚಣಿ, ಪಹಣಿ, ಖಾತೆ ಬದಲಾವಣೆ ಸೇರಿದಂತೆ ಹಲವು ಸೇವೆಗಳು ಸ್ಥಳದಲ್ಲೇ ದೊರೆಯಲಿವೆ. ಫೆ.20ರಂದು ರಾಜ್ಯದ ಎಲ್ಲಾ ತಾಲೂಕುಗಳಲ್ಲಿ ಈ ಕಾರ್ಯಕ್ರಮ ನಡೆಯಲಿದೆ. ಎಲ್ಲಾ ಜಿಲ್ಲಾಧಿಕಾರಿಗಳು ತಿಂಗಳಲ್ಲಿ ಒಂದು ದಿನ ಗ್ರಾಮಕ್ಕೆ ಭೇಟಿ ನೀಡಿ ಅಲ್ಲಿನ ಸಮಸ್ಯೆಗಳನ್ನು ಆಲಿಸಿ ಸ್ಥಳದಲ್ಲೇ ಪರಿಹಾರ ನೀಡುವ ಕಾರ್ಯಕ್ರಮಕ್ಕೆ ಚಾಲನೆ ನೀಡಲಾಗುವುದು. ಕಂದಾಯ ಇಲಾಖೆಯ ಎಲ್ಲಾ ಅಧಿಕಾರಿಗಳು ಗ್ರಾಮ ವಾಸ್ತವ್ಯ ನಡೆಸಿ ಜನರ ಅಹವಾಲು ಸ್ವೀಕರಿಸಲಿದ್ದಾರೆ. ಪಿಂಚಣಿ, ಪಹಣಿ, ಖಾತೆ ಬದಲಾವಣೆ ಸೇರಿದಂತೆ ಹಲವು ಸೇವೆಗಳು ಸ್ಥಳದಲ್ಲೇ ದೊರೆಯಲಿವೆ. ಫೆ.20ರಂದು ರಾಜ್ಯದ ಎಲ್ಲಾ ತಾಲೂಕುಗಳಲ್ಲಿ ಈ ಕಾರ್ಯಕ್ರಮ ನಡೆಯಲಿದೆ. ಎಲ್ಲಾ ಜಿಲ್ಲಾಧಿಕಾರಿಗಳು ತಿಂಗಳಲ್ಲಿ ಒಂದು ದಿನ ಗ್ರಾಮಕ್ಕೆ ಭೇಟಿ ನೀಡಿ ಅಲ್ಲಿನ ಸಮಸ್ಯೆಗಳನ್ನು ಆಲಿಸಿ ಸ್ಥಳದಲ್ಲೇ ಪರಿಹಾರ ನೀಡುವ ಕಾರ್ಯಕ್ರಮಕ್ಕೆ ಚಾಲನೆ ನೀಡಲಾಗುವುದು. ಕಂದಾಯ ಇಲಾಖೆಯ ಎಲ್ಲಾ ಅಧಿಕಾರಿಗಳು ಗ್ರಾಮ ವಾಸ್ತವ್ಯ ನಡೆಸಿ ಜನರ ಅಹವಾಲು ಸ್ವೀಕರಿಸಲಿದ್ದಾರೆ. ಪಿಂಚಣಿ, ಪಹಣಿ, ಖಾತೆ ಬದಲಾವಣೆ ಸೇರಿದಂತೆ ಹಲವು ಸೇವೆಗಳು ಸ್ಥಳದಲ್ಲೇ ದೊರೆಯಲಿವೆ. ಫೆ.20ರಂದು ರಾಜ್ಯದ ಎಲ್ಲಾ ತಾಲೂಕುಗಳಲ್ಲಿ ಈ ಕಾರ್ಯಕ್ರಮ ನಡೆಯಲಿದೆ. ಎಲ್ಲಾ ಜಿಲ್ಲಾಧಿಕಾರಿಗಳು ತಿಂಗಳಲ್ಲಿ ಒಂದು ದಿನ ಗ್ರಾಮಕ್ಕೆ ಭೇಟಿ ನೀಡಿ ಅಲ್ಲಿನ ಸಮಸ್ಯೆಗಳನ್ನು ಆಲಿಸಿ ಸ್ಥಳದಲ್ಲೇ ಪರಿಹಾರ ನೀಡುವ ಕಾರ್ಯಕ್ರಮಕ್ಕೆ ಚಾಲನೆ ನೀಡಲಾಗುವುದು. ಕಂದಾಯ ಇಲಾಖೆಯ ಎಲ್ಲಾ ಅಧಿಕಾರಿಗಳು ಗ್ರಾಮ ವಾಸ್ತವ್ಯ ನಡೆಸಿ ಜನರ ಅಹವಾಲು ಸ್ವೀಕರಿಸಲಿದ್ದಾರೆ. ಪಿಂಚಣಿ, ಪಹಣಿ, ಖಾತೆ ಬದಲಾವಣೆ ಸೇರಿದಂತೆ ಹಲವು ಸೇವೆಗಳು ಸ್ಥಳದಲ್ಲೇ ದೊರೆಯಲಿವೆ. ಫೆ.20ರಂದು ರಾಜ್ಯದ ಎಲ್ಲಾ ತಾಲೂಕುಗಳಲ್ಲಿ ಈ ಕಾರ್ಯಕ್ರಮ ನಡೆಯಲಿದೆ. ಎಲ್ಲಾ ಜಿಲ್ಲಾಧಿಕಾರಿಗಳು ತಿಂಗಳಲ್ಲಿ ಒಂದು ದಿನ ಗ್ರಾಮಕ್ಕೆ ಭೇಟಿ ನೀಡಿ ಅಲ್ಲಿನ ಸಮಸ್ಯೆಗಳನ್ನು ಆಲಿಸಿ ಸ್ಥಳದಲ್ಲೇ ಪರಿಹಾರ ನೀಡುವ ಕಾರ್ಯಕ್ರಮಕ್ಕೆ ಚಾಲನೆ ನೀಡಲಾಗುವುದು. ಕಂದಾಯ ಇಲಾಖೆಯ ಎಲ್ಲಾ ಅಧಿಕಾರಿಗಳು ಗ್ರಾಮ ವಾಸ್ತವ್ಯ ನಡೆಸಿ ಜನರ ಅಹವಾಲು ಸ್ವೀಕರಿಸಲಿದ್ದಾರೆ. ಪಿಂಚಣಿ, ಪಹಣಿ, ಖಾತೆ ಬದಲಾವಣೆ ಸೇರಿದಂತೆ ಹಲವು ಸೇವೆಗಳು ಸ್ಥಳದಲ್ಲೇ ದೊರೆಯಲಿವೆ. ಫೆ.20ರಂದು ರಾಜ್ಯದ ಎಲ್ಲಾ ತಾಲೂಕುಗಳಲ್ಲಿ ಈ ಕಾರ್ಯಕ್ರಮ ನಡೆಯಲಿದೆ. — [48, 503, 286, 704]
sslc-heading-part1: ಸರ್ಕಾರಿ ಶಾಲಾ — [402, 775, 495, 799]
lead-headline-line2-text: ಪೂರಕವಾಗಿ ಮೇವು ಬೆಳೆಯಲು ಗೋಮಾಳ ಒತ್ತುವರಿ ತೆರವು — [298, 120, 655, 142]
left-column — [48, 78, 286, 1400]
protest-sub-heading: ಚಾಮುಂಡಿಬೆಟ್ಟದ ತಪ್ಪಲಿನಲ್ಲಿ ಅಪರಿಚಿತ ವ್ಯಕ್ತಿ ಶವಪತ್ತೆ — [662, 1027, 898, 1041]
lead-bullets — [296, 154, 646, 186]
lead-text-left: ಮೈಸೂರು, ಫೆ.16(ಎಸ್‌ಪಿಎನ್)- ಕರ್ನಾಟಕದಲ್ಲಿ ಗೋಹತ್ಯೆ ನಿಷೇಧ ಕಾಯ್ದೆ ಜಾರಿಯಾಗಿದೆ. ಇದರಿಂದಾಗಿ ಪೊಲೀಸ್ ಇಲಾಖೆ ಮತ್ತು ಪಶುಸಂಗೋಪನಾ ಇಲಾಖೆಯ ಜವಾಬ್ದಾರಿ ಹೆಚ್ಚಾಗಿದೆ ಎಂದು ಪಶುಸಂಗೋಪನೆ ಸಚಿವ ಪ್ರಭು ಬಿ. ಚವ್ಹಾಣ್ ತಿಳಿಸಿದರು. — [296, 192, 366, 263]
bottom-text-left: ಮೈಸೂರು, ಫೆ.16(ಎಸ್‌ಪಿಎನ್)- ರಾಜ್ಯ ಸರ್ಕಾರವು ಮತ್ತೆ ವಿದ್ಯುತ್ ದರ ಹೆಚ್ಚಳ ಮಾಡಲು ಮುಂದಾಗಿರುವುದು ಖಂಡನೀಯ. ಕೊರೊನಾ ಸಂಕಷ್ಟದಲ್ಲಿರುವ ಜನರಿಗೆ ಇದು ಮತ್ತಷ್ಟು ಹೊರೆಯಾಗಲಿದೆ ಎಂದು ಮಾಜಿ ಮೇಯರ್ ಪುರುಷೋತ್ತಮ್ ಹೇಳಿದರು. ನಗರದ ಪತ್ರಕರ್ತರ ಭವನದಲ್ಲಿ ಸುದ್ದಿಗೋಷ್ಠಿಯಲ್ಲಿ ಮಾತನಾಡಿದ ಅವರು, ಕಳೆದ ವರ್ಷವೂ ವಿದ್ಯುತ್ ದರ ಏರಿಕೆ ಮಾಡಲಾಗಿತ್ತು. ಈಗ ಮತ್ತೆ ಹೆಚ್ಚಳ ಪ್ರಸ್ತಾಪ ಸರಿಯಲ್ಲ. ಸರ್ಕಾರ ಕೂಡಲೇ ಈ ಪ್ರಸ್ತಾಪವನ್ನು ಕೈಬಿಡಬೇಕು ಎಂದು ಒತ್ತಾಯಿಸಿದರು. ಮೈಸೂರು, ಫೆ.16(ಎಸ್‌ಪಿಎನ್)- ರಾಜ್ಯ ಸರ್ಕಾರವು ಮತ್ತೆ ವಿದ್ಯುತ್ ದರ ಹೆಚ್ಚಳ ಮಾಡಲು ಮುಂದಾಗಿರುವುದು ಖಂಡನೀಯ. ಕೊರೊನಾ ಸಂಕಷ್ಟದಲ್ಲಿರುವ ಜನರಿಗೆ ಇದು ಮತ್ತಷ್ಟು ಹೊರೆಯಾಗಲಿದೆ ಎಂದು ಮಾಜಿ ಮೇಯರ್ ಪುರುಷೋತ್ತಮ್ ಹೇಳಿದರು. ಗೋಷ್ಠಿಯಲ್ಲಿ ಮುಖಂಡರು ಹಾಜರಿದ್ದರು. ವಿದ್ಯುತ್ ಸರಬರಾಜು ಕಂಪನಿಗಳ ನಷ್ಟವನ್ನು ಗ್ರಾಹಕರ ಮೇಲೆ ಹೇರುವುದು ಸರಿಯಲ್ಲ. ಕೃಷಿ ಪಂಪ್‌ಸೆಟ್‌ಗಳಿಗೆ ನಿರಂತರ ವಿದ್ಯುತ್ ಪೂರೈಸಬೇಕು ಎಂದರು. — [296, 1172, 442, 1297]
pinjrapole-story — [536, 474, 898, 764]
bullet-icon: ● — [296, 154, 307, 168]
mutt-visit-caption: ಮೈಸೂರಿನ ಸುತ್ತೂರು ಮಠಕ್ಕೆ ಭೇಟಿ ನೀಡಿದ ಪಶುಸಂಗೋಪನೆ ಸಚಿವ ಪ್ರಭು ಬಿ. ಚವ್ಹಾಣ್, ಸುತ್ತೂರು ಶ್ರೀ ಶಿವರಾತ್ರಿ ದೇಶಿಕೇಂದ್ರ ಸ್ವಾಮೀಜಿ ಅವರ ಆಶೀರ್ವಾದ ಪಡೆದರು. — [305, 628, 521, 643]
page-number: 9 — [67, 48, 82, 72]
mutt-visit-photo — [296, 474, 530, 624]
protest-heading-2: ಜೆಸಿಬಿ ಬಾಡಿಗೆ ದರ ಏರಿಕೆಗೆ ಆಗ್ರಹಿಸಿ ಪ್ರತಿಭಟನೆ — [662, 784, 898, 801]
missing-person-photo — [301, 659, 353, 723]
bottom-heading-part3: ಮಾಜಿ ಮೇಯರ್ ಪುರುಷೋತ್ತಮ್ ಖಂಡನೆ — [576, 1140, 784, 1158]
column-divider — [290, 78, 291, 1398]
page-number-badge — [48, 48, 104, 72]
registration-dots-left — [48, 1406, 104, 1424]
missing-heading: ಮಹಿಳೆ ನಾಪತ್ತೆ — [359, 661, 422, 676]
bottom-text-right: ಗೋಷ್ಠಿಯಲ್ಲಿ ಮುಖಂಡರು ಹಾಜರಿದ್ದರು. ವಿದ್ಯುತ್ ಸರಬರಾಜು ಕಂಪನಿಗಳ ನಷ್ಟವನ್ನು ಗ್ರಾಹಕರ ಮೇಲೆ ಹೇರುವುದು ಸರಿಯಲ್ಲ. ಕೃಷಿ ಪಂಪ್‌ಸೆಟ್‌ಗಳಿಗೆ ನಿರಂತರ ವಿದ್ಯುತ್ ಪೂರೈಸಬೇಕು ಎಂದರು. ನಗರದ ಪತ್ರಕರ್ತರ ಭವನದಲ್ಲಿ ಸುದ್ದಿಗೋಷ್ಠಿಯಲ್ಲಿ ಮಾತನಾಡಿದ ಅವರು, ಕಳೆದ ವರ್ಷವೂ ವಿದ್ಯುತ್ ದರ ಏರಿಕೆ ಮಾಡಲಾಗಿತ್ತು. ಈಗ ಮತ್ತೆ ಹೆಚ್ಚಳ ಪ್ರಸ್ತಾಪ ಸರಿಯಲ್ಲ. ಸರ್ಕಾರ ಕೂಡಲೇ ಈ ಪ್ರಸ್ತಾಪವನ್ನು ಕೈಬಿಡಬೇಕು ಎಂದು ಒತ್ತಾಯಿಸಿದರು. ಮೈಸೂರು, ಫೆ.16(ಎಸ್‌ಪಿಎನ್)- ರಾಜ್ಯ ಸರ್ಕಾರವು ಮತ್ತೆ ವಿದ್ಯುತ್ ದರ ಹೆಚ್ಚಳ ಮಾಡಲು ಮುಂದಾಗಿರುವುದು ಖಂಡನೀಯ. ಕೊರೊನಾ ಸಂಕಷ್ಟದಲ್ಲಿರುವ ಜನರಿಗೆ ಇದು ಮತ್ತಷ್ಟು ಹೊರೆಯಾಗಲಿದೆ ಎಂದು ಮಾಜಿ ಮೇಯರ್ ಪುರುಷೋತ್ತಮ್ ಹೇಳಿದರು. ಗೋಷ್ಠಿಯಲ್ಲಿ ಮುಖಂಡರು ಹಾಜರಿದ್ದರು. ವಿದ್ಯುತ್ ಸರಬರಾಜು ಕಂಪನಿಗಳ ನಷ್ಟವನ್ನು ಗ್ರಾಹಕರ ಮೇಲೆ ಹೇರುವುದು ಸರಿಯಲ್ಲ. ಕೃಷಿ ಪಂಪ್‌ಸೆಟ್‌ಗಳಿಗೆ ನಿರಂತರ ವಿದ್ಯುತ್ ಪೂರೈಸಬೇಕು ಎಂದರು. — [754, 1172, 898, 1289]
continued-banner — [48, 78, 286, 92]
pinjrapole-subhead: ಗೋವುಗಳಿಗೆ ಪೂಜೆ, ಮಾಹಿತಿ ಸಂಗ್ರಹ — [660, 518, 898, 532]
dot-icon — [854, 1412, 863, 1421]
protest-photo — [662, 805, 898, 905]
pinjrapole-photo — [660, 534, 898, 654]
sidebar-story: ಗೋಹತ್ಯೆ ನಿಷೇಧ ಕಾಯ್ದೆಯಿಂದ ರೈತರಿಗೆ ಯಾವುದೇ ತೊಂದರೆ ಆಗಿಲ್ಲ ಮೈಸೂರು, ಫೆ.16(ಎಸ್‌ಪಿಎನ್)- ಗೋಹತ್ಯೆ ಕಾಯ್ದೆ ನಿಷೇಧದಿಂದ ರೈತರಿಗೆ ತೊಂದರೆಯಾಗುತ್ತಿದೆ ಎಂದು ಕಾಂಗ್ರೆಸ್ ನಾಯಕರು ಮಾಡುತ್ತಿರುವ ಆರೋಪ ಸತ್ಯಕ್ಕೆ ದೂರವಾದುದು ಎಂದು ಸಚಿವ ಪ್ರಭು ಬಿ.ಚವ್ಹಾಣ್ ಸ್ಪಷ್ಟಪಡಿಸಿದರು. ರಾಜ್ಯದಲ್ಲಿ ಕಾಯ್ದೆ ಜಾರಿಯಾದ ನಂತರ ಗೋವುಗಳ ರಕ್ಷಣೆಗೆ ಸರ್ಕಾರ ಬದ್ಧವಾಗಿದೆ. ರೈತರ ಹಿತ ಕಾಪಾಡಲು ಸರ್ಕಾರ ಸಿದ್ಧವಿದೆ ಎಂದರು. ಮೈಸೂರು, ಫೆ.16(ಎಸ್‌ಪಿಎನ್)- ಗೋಹತ್ಯೆ ಕಾಯ್ದೆ ನಿಷೇಧದಿಂದ ರೈತರಿಗೆ ತೊಂದರೆಯಾಗುತ್ತಿದೆ ಎಂದು ಕಾಂಗ್ರೆಸ್ ನಾಯಕರು ಮಾಡುತ್ತಿರುವ ಆರೋಪ ಸತ್ಯಕ್ಕೆ ದೂರವಾದುದು ಎಂದು ಸಚಿವ ಪ್ರಭು ಬಿ.ಚವ್ಹಾಣ್ ಸ್ಪಷ್ಟಪಡಿಸಿದರು. ರಾಜ್ಯದಲ್ಲಿ ಕಾಯ್ದೆ ಜಾರಿಯಾದ ನಂತರ ಗೋವುಗಳ ರಕ್ಷಣೆಗೆ ಸರ್ಕಾರ ಬದ್ಧವಾಗಿದೆ. ರೈತರ ಹಿತ ಕಾಪಾಡಲು ಸರ್ಕಾರ ಸಿದ್ಧವಿದೆ ಎಂದರು. ಮೈಸೂರು, ಫೆ.16(ಎಸ್‌ಪಿಎನ್)- ಗೋಹತ್ಯೆ ಕಾಯ್ದೆ ನಿಷೇಧದಿಂದ ರೈತರಿಗೆ ತೊಂದರೆಯಾಗುತ್ತಿದೆ ಎಂದು ಕಾಂಗ್ರೆಸ್ ನಾಯಕರು ಮಾಡುತ್ತಿರುವ ಆರೋಪ ಸತ್ಯಕ್ಕೆ ದೂರವಾದುದು ಎಂದು ಸಚಿವ ಪ್ರಭು ಬಿ.ಚವ್ಹಾಣ್ ಸ್ಪಷ್ಟಪಡಿಸಿದರು. ರಾಜ್ಯದಲ್ಲಿ ಕಾಯ್ದೆ ಜಾರಿಯಾದ ನಂತರ ಗೋವುಗಳ ರಕ್ಷಣೆಗೆ ಸರ್ಕಾರ ಬದ್ಧವಾಗಿದೆ. ರೈತರ ಹಿತ ಕಾಪಾಡಲು ಸರ್ಕಾರ ಸಿದ್ಧವಿದೆ ಎಂದರು. — [656, 154, 898, 464]
obituary-text: ಬೆಂಗಳೂರು, ಫೆ.16- ಸುಪ್ರೀಂಕೋರ್ಟ್ ಮತ್ತು ಹೈಕೋರ್ಟ್ ನ್ಯಾಯಮೂರ್ತಿಗಳಾಗಿ ಕಾರ್ಯನಿರ್ವಹಿಸಿದ್ದ ರಾಮಾ ಜೋಯಿಸ್ ಅವರು ಅನಾರೋಗ್ಯದಿಂದ ನಿಧನರಾಗಿದ್ದಾರೆ. ಅವರು ರಾಜ್ಯಸಭಾ ಸದಸ್ಯರಾಗಿ, ಬಿಹಾರ ಮತ್ತು ಜಾರ್ಖಂಡ್ ರಾಜ್ಯಪಾಲರಾಗಿ ಸೇವೆ ಸಲ್ಲಿಸಿದ್ದರು. ಬೆಂಗಳೂರು, ಫೆ.16- ಸುಪ್ರೀಂಕೋರ್ಟ್ ಮತ್ತು ಹೈಕೋರ್ಟ್ ನ್ಯಾಯಮೂರ್ತಿಗಳಾಗಿ ಕಾರ್ಯನಿರ್ವಹಿಸಿದ್ದ ರಾಮಾ ಜೋಯಿಸ್ ಅವರು ಅನಾರೋಗ್ಯದಿಂದ ನಿಧನರಾಗಿದ್ದಾರೆ. ಅವರು ರಾಜ್ಯಸಭಾ ಸದಸ್ಯರಾಗಿ, ಬಿಹಾರ ಮತ್ತು ಜಾರ್ಖಂಡ್ ರಾಜ್ಯಪಾಲರಾಗಿ ಸೇವೆ ಸಲ್ಲಿಸಿದ್ದರು. — [48, 1309, 286, 1358]
bottom-headline — [292, 1132, 898, 1166]
